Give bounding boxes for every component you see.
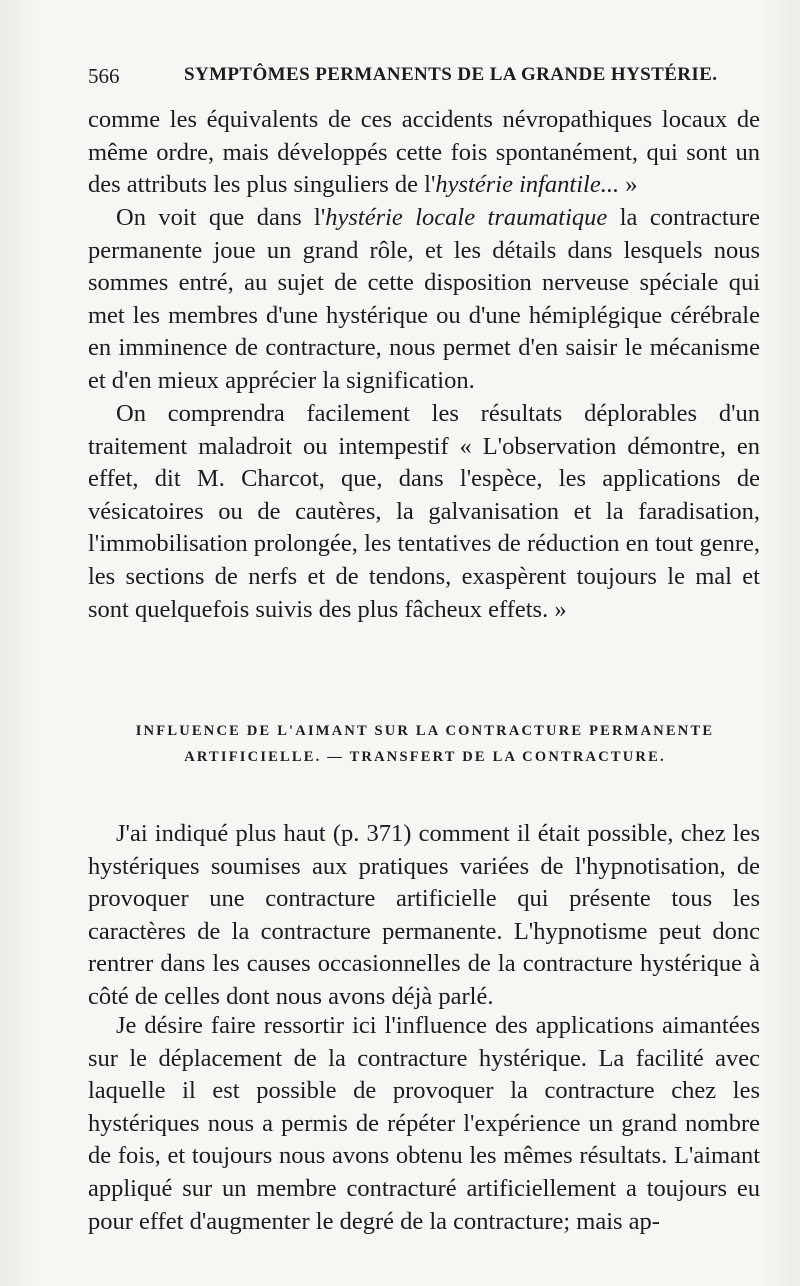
paragraph-2-text: On voit que dans l': [116, 204, 326, 231]
running-title: SYMPTÔMES PERMANENTS DE LA GRANDE HYSTÉRIE.: [184, 64, 718, 85]
section-heading-line-1: INFLUENCE DE L'AIMANT SUR LA CONTRACTURE PERMANENTE: [135, 723, 715, 739]
paragraph-4-text: J'ai indiqué plus haut (p. 371) comment il était possible, chez les hystériques soumises aux pratiques variées de l'hypnotisation, de provoquer une contracture artificielle qui présente tous les caractères de la contracture permanente. L'hypnotisme peut donc rentrer dans les causes occasionnelles de la contracture hystérique à côté de celles dont nous avons déjà parlé.: [88, 820, 760, 1010]
paragraph-2-italic: hystérie locale traumatique: [325, 204, 608, 231]
page-number: 566: [88, 64, 120, 88]
running-head: [88, 64, 768, 94]
paragraph-1: [88, 104, 760, 202]
paragraph-2-end: la contracture permanente joue un grand rôle, et les détails dans lesquels nous sommes entré, au sujet de cette disposition nerveuse spéciale qui met les membres d'une hystérique ou d'une hémiplégique cérébrale en imminence de contracture, nous permet d'en saisir le mécanisme et d'en mieux apprécier la signification.: [88, 204, 760, 394]
paragraph-1-italic: hystérie infantile...: [435, 171, 620, 199]
paragraph-4: [88, 818, 760, 1014]
section-heading-line-2: ARTIFICIELLE. — TRANSFERT DE LA CONTRACTURE.: [184, 749, 666, 765]
section-heading: [120, 718, 730, 770]
paragraph-1-end: »: [619, 171, 638, 199]
paragraph-3-text: On comprendra facilement les résultats déplorables d'un traitement maladroit ou intempestif « L'observation démontre, en effet, dit M. Charcot, que, dans l'espèce, les applications de vésicatoires ou de cautères, la galvanisation et la faradisation, l'immobilisation prolongée, les tentatives de réduction en tout genre, les sections de nerfs et de tendons, exaspèrent toujours le mal et sont quelquefois suivis des plus fâcheux effets. »: [88, 400, 760, 623]
paragraph-1-text: comme les équivalents de ces accidents névropathiques locaux de même ordre, mais développés cette fois spontanément, qui sont un des attributs les plus singuliers de l': [88, 106, 760, 199]
paragraph-3: [88, 398, 760, 626]
paragraph-5: [88, 1010, 760, 1238]
paragraph-5-text: Je désire faire ressortir ici l'influence des applications aimantées sur le déplacement de la contracture hystérique. La facilité avec laquelle il est possible de provoquer la contracture chez les hystériques nous a permis de répéter l'expérience un grand nombre de fois, et toujours nous avons obtenu les mêmes résultats. L'aimant appliqué sur un membre contracturé artificiellement a toujours eu pour effet d'augmenter le degré de la contracture; mais ap-: [88, 1012, 760, 1235]
paragraph-2: [88, 202, 760, 398]
